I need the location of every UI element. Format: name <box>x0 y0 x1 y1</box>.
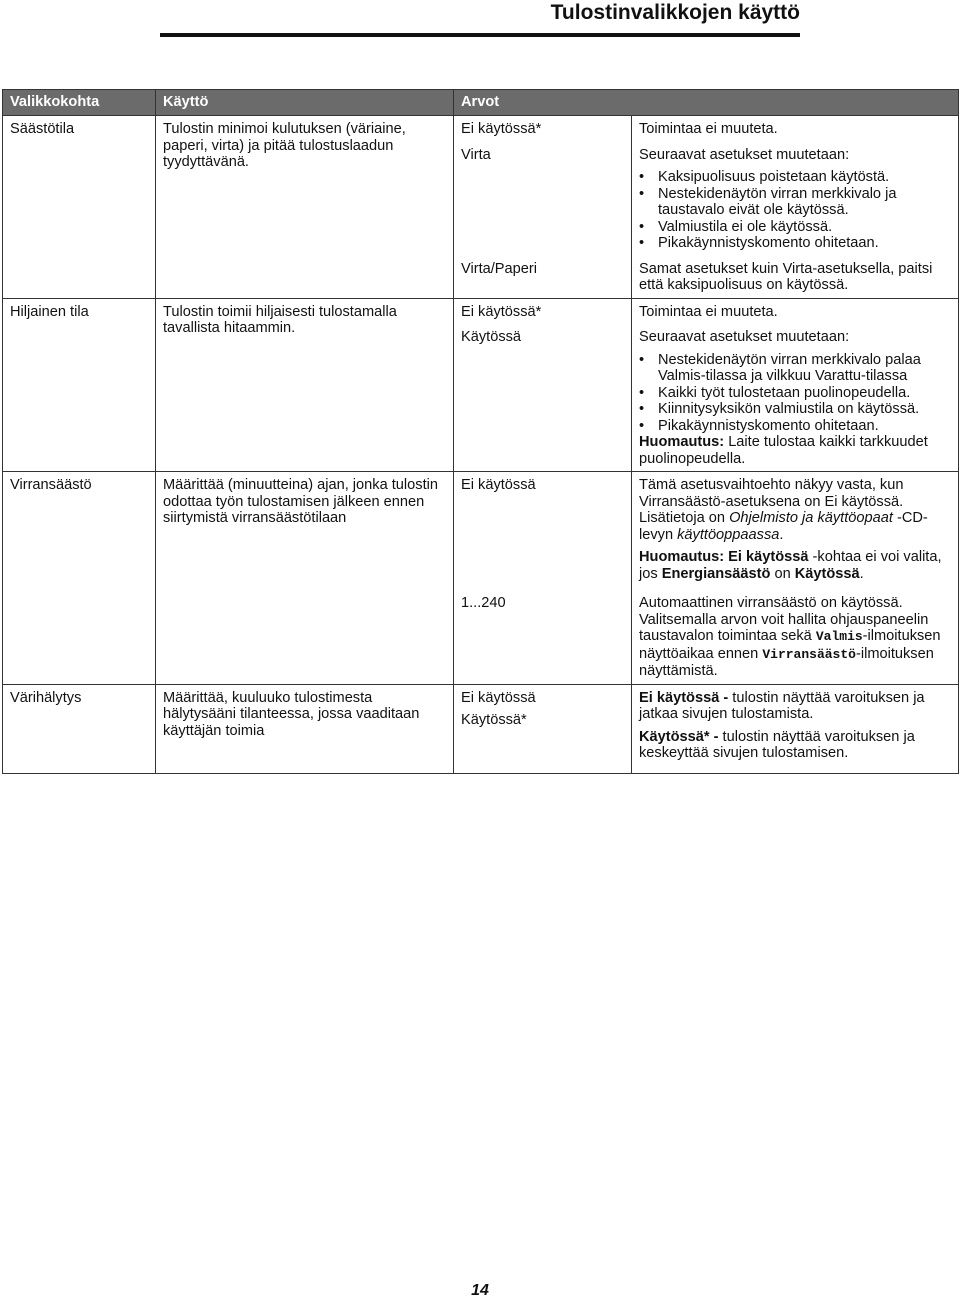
page-title: Tulostinvalikkojen käyttö <box>550 1 800 24</box>
value-description: Toimintaa ei muuteta. <box>639 303 778 320</box>
menu-item-values <box>454 684 959 773</box>
value-option: 1...240 <box>454 586 632 684</box>
table-row <box>3 684 959 773</box>
table-header-row <box>3 90 959 116</box>
value-description: Samat asetukset kuin Virta-asetuksella, paitsi että kaksipuolisuus on käytössä. <box>639 260 933 293</box>
menu-item-usage: Määrittää (minuutteina) ajan, jonka tulostin odottaa työn tulostamisen jälkeen ennen siirtymistä virransäästötilaan <box>156 472 454 685</box>
page-number: 14 <box>471 1282 489 1299</box>
list-item: • Kiinnitysyksikön valmiustila on käytössä. <box>658 401 951 418</box>
menu-settings-table <box>2 89 959 774</box>
menu-item-name: Hiljainen tila <box>3 298 156 472</box>
value-options <box>454 685 632 773</box>
table-row <box>3 472 959 685</box>
menu-item-usage: Määrittää, kuuluuko tulostimesta hälytysääni tilanteessa, jossa vaaditaan käyttäjän toimia <box>156 684 454 773</box>
value-description: Seuraavat asetukset muutetaan: • Nestekidenäytön virran merkkivalo palaa Valmis-tilassa ja vilkkuu Varattu-tilassa • Kaikki työt tulostetaan puolinopeudella. • Kiinnitysyksikön valmiustila on käytössä. • Pikakäynnistyskomento ohitetaan. Huomautus: Laite tulostaa kaikki tarkkuudet puolinopeudella. <box>632 324 958 471</box>
value-option: Ei käytössä* <box>454 299 632 325</box>
note: Huomautus: Laite tulostaa kaikki tarkkuudet puolinopeudella. <box>639 434 928 467</box>
header-values: Arvot <box>454 90 959 116</box>
list-item: • Pikakäynnistyskomento ohitetaan. <box>658 418 951 435</box>
title-rule <box>160 33 800 37</box>
value-option: Virta <box>454 142 632 256</box>
header-usage: Käyttö <box>156 90 454 116</box>
value-option: Ei käytössä <box>461 689 536 706</box>
bullet-list <box>639 352 951 435</box>
list-item: • Nestekidenäytön virran merkkivalo palaa Valmis-tilassa ja vilkkuu Varattu-tilassa <box>658 352 951 385</box>
menu-item-values <box>454 116 959 299</box>
menu-item-name: Värihälytys <box>3 684 156 773</box>
value-option: Ei käytössä* <box>454 116 632 142</box>
value-option: Ei käytössä <box>454 472 632 586</box>
list-item: • Kaksipuolisuus poistetaan käytöstä. <box>658 169 951 186</box>
value-option: Käytössä* <box>461 712 527 728</box>
menu-item-name: Virransäästö <box>3 472 156 685</box>
menu-item-usage: Tulostin minimoi kulutuksen (väriaine, paperi, virta) ja pitää tulostuslaadun tyydyttävänä. <box>156 116 454 299</box>
menu-item-name: Säästötila <box>3 116 156 299</box>
menu-item-values <box>454 472 959 685</box>
list-item: • Pikakäynnistyskomento ohitetaan. <box>658 235 951 252</box>
value-option: Käytössä <box>454 324 632 471</box>
value-description: Automaattinen virransäästö on käytössä. Valitsemalla arvon voit hallita ohjauspaneelin taustavalon toimintaa sekä Valmis-ilmoituksen näyttöaikaa ennen Virransäästö-ilmoituksen näyttämistä. <box>639 595 941 679</box>
table-row <box>3 116 959 299</box>
list-item: • Nestekidenäytön virran merkkivalo ja taustavalo eivät ole käytössä. <box>658 186 951 219</box>
list-item: • Valmiustila ei ole käytössä. <box>658 219 951 236</box>
table-row <box>3 298 959 472</box>
value-description: Toimintaa ei muuteta. <box>639 121 778 137</box>
value-description: Tämä asetusvaihtoehto näkyy vasta, kun Virransäästö-asetuksena on Ei käytössä. Lisätietoja on Ohjelmisto ja käyttöopaat -CD-levyn käyttöoppaassa. Huomautus: Ei käytössä -kohtaa ei voi valita, jos Energiansäästö on Käytössä. <box>632 472 958 586</box>
bullet-list <box>639 169 951 252</box>
list-item: • Kaikki työt tulostetaan puolinopeudella. <box>658 385 951 402</box>
header-menu-item: Valikkokohta <box>3 90 156 116</box>
value-description: Ei käytössä - tulostin näyttää varoituksen ja jatkaa sivujen tulostamista. Käytössä* - tulostin näyttää varoituksen ja keskeyttää sivujen tulostamisen. <box>639 689 925 761</box>
menu-item-usage: Tulostin toimii hiljaisesti tulostamalla tavallista hitaammin. <box>156 298 454 472</box>
note: Huomautus: Ei käytössä -kohtaa ei voi valita, jos Energiansäästö on Käytössä. <box>639 549 942 582</box>
value-description: Seuraavat asetukset muutetaan: • Kaksipuolisuus poistetaan käytöstä. • Nestekidenäytön virran merkkivalo ja taustavalo eivät ole käytössä. • Valmiustila ei ole käytössä. • Pikakäynnistyskomento ohitetaan. <box>632 142 958 256</box>
menu-item-values <box>454 298 959 472</box>
value-option: Virta/Paperi <box>454 256 632 298</box>
